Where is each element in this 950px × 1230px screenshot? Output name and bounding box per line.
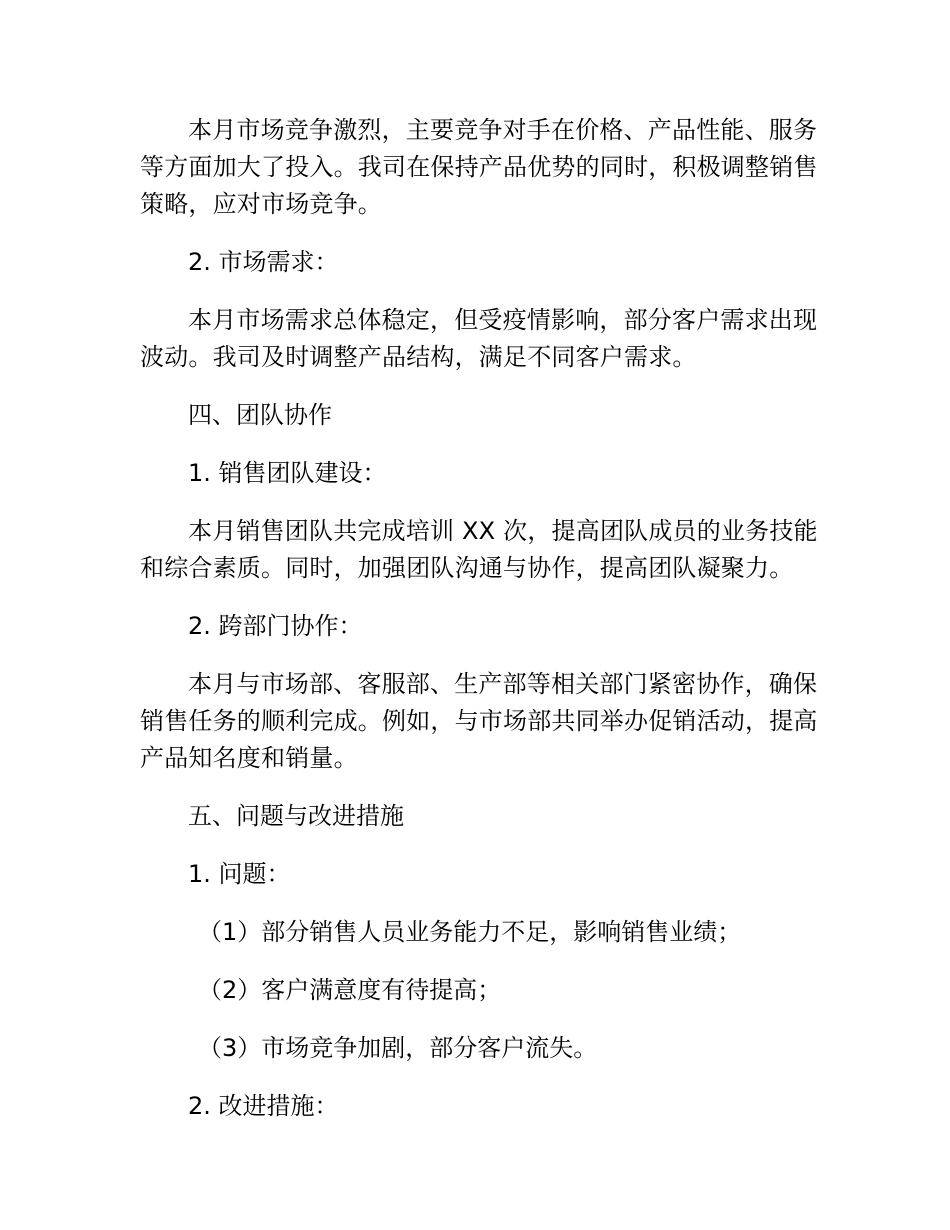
list-item-problem-3: （3）市场竞争加剧，部分客户流失。 — [198, 1034, 598, 1062]
heading-market-demand: 2. 市场需求： — [188, 248, 339, 276]
heading-problems-improvements: 五、问题与改进措施 — [188, 802, 404, 830]
heading-team-collaboration: 四、团队协作 — [188, 401, 332, 429]
list-item-problem-2: （2）客户满意度有待提高； — [198, 976, 502, 1004]
paragraph-market-competition: 本月市场竞争激烈，主要竞争对手在价格、产品性能、服务等方面加大了投入。我司在保持产品优势的同时，积极调整销售策略，应对市场竞争。 — [140, 116, 818, 218]
heading-cross-department: 2. 跨部门协作： — [188, 612, 363, 640]
paragraph-cross-department: 本月与市场部、客服部、生产部等相关部门紧密协作，确保销售任务的顺利完成。例如，与市场部共同举办促销活动，提高产品知名度和销量。 — [140, 670, 818, 772]
paragraph-market-demand: 本月市场需求总体稳定，但受疫情影响，部分客户需求出现波动。我司及时调整产品结构，满足不同客户需求。 — [140, 306, 818, 371]
heading-sales-team-building: 1. 销售团队建设： — [188, 459, 387, 487]
heading-problems: 1. 问题： — [188, 860, 291, 888]
document-body — [140, 112, 820, 1146]
list-item-problem-1: （1）部分销售人员业务能力不足，影响销售业绩； — [198, 918, 742, 946]
paragraph-sales-team-building: 本月销售团队共完成培训 XX 次，提高团队成员的业务技能和综合素质。同时，加强团队沟通与协作，提高团队凝聚力。 — [140, 517, 818, 582]
heading-improvement-measures: 2. 改进措施： — [188, 1092, 339, 1120]
